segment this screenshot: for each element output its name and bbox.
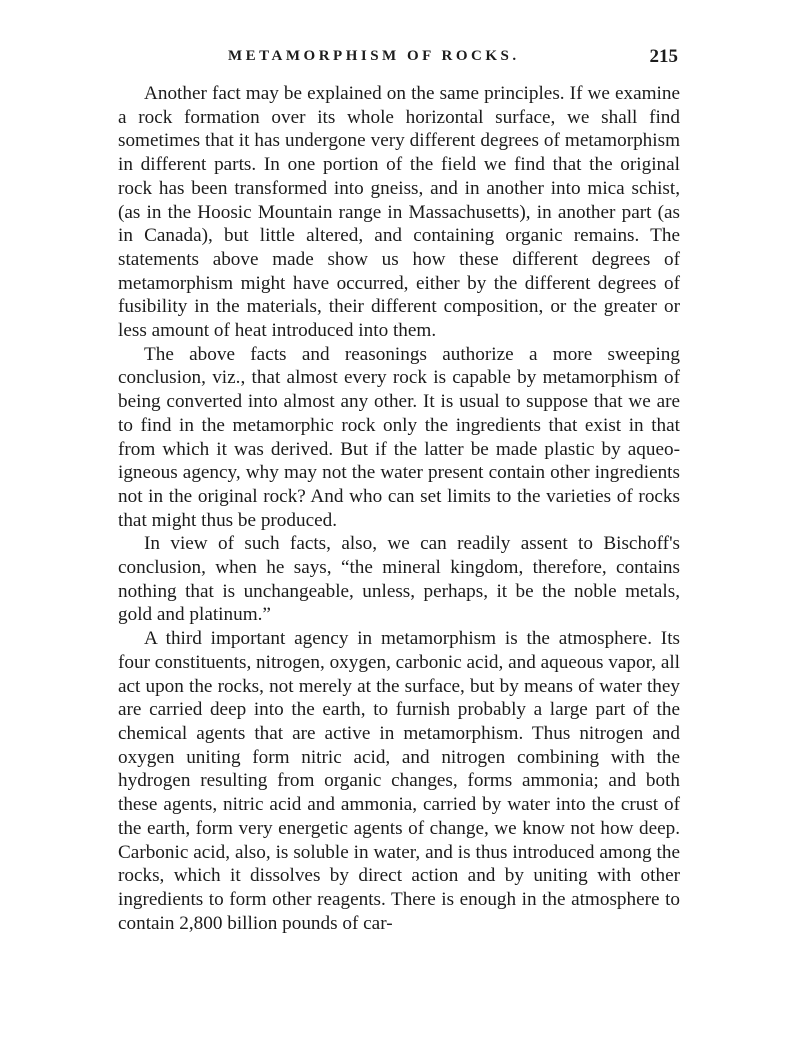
- paragraph: A third important agency in metamorphism is the atmosphere. Its four constituents, nitrogen, oxygen, carbonic acid, and aqueous vapor, all act upon the rocks, not merely at the surface, but by means of water they are carried deep into the earth, to furnish probably a large part of the chemical agents that are active in metamorphism. Thus nitrogen and oxygen uniting form nitric acid, and nitrogen combining with the hydrogen resulting from organic changes, forms ammonia; and both these agents, nitric acid and ammonia, carried by water into the crust of the earth, form very energetic agents of change, we know not how deep. Carbonic acid, also, is soluble in water, and is thus introduced among the rocks, which it dissolves by direct action and by uniting with other ingredients to form other reagents. There is enough in the atmosphere to contain 2,800 billion pounds of car-: [118, 628, 680, 934]
- paragraph: The above facts and reasonings authorize a more sweeping conclusion, viz., that almost every rock is capable by metamorphism of being converted into almost any other. It is usual to suppose that we are to find in the metamorphic rock only the ingredients that exist in that from which it was derived. But if the latter be made plastic by aqueo-igneous agency, why may not the water present contain other ingredients not in the original rock? And who can set limits to the varieties of rocks that might thus be produced.: [118, 343, 680, 531]
- book-page: [118, 42, 680, 935]
- running-head: [118, 42, 680, 82]
- running-title: METAMORPHISM OF ROCKS.: [228, 48, 520, 64]
- body-text: [118, 82, 680, 935]
- paragraph: Another fact may be explained on the same principles. If we examine a rock formation over its whole horizontal surface, we shall find sometimes that it has undergone very different degrees of metamorphism in different parts. In one portion of the field we find that the original rock has been transformed into gneiss, and in another into mica schist, (as in the Hoosic Mountain range in Massachusetts), in another part (as in Canada), but little altered, and containing organic remains. The statements above made show us how these different degrees of metamorphism might have occurred, either by the different degrees of fusibility in the materials, their different composition, or the greater or less amount of heat introduced into them.: [118, 83, 680, 342]
- paragraph: In view of such facts, also, we can readily assent to Bischoff's conclusion, when he says, “the mineral kingdom, therefore, contains nothing that is unchangeable, unless, perhaps, it be the noble metals, gold and platinum.”: [118, 533, 680, 626]
- page-number: 215: [649, 46, 678, 67]
